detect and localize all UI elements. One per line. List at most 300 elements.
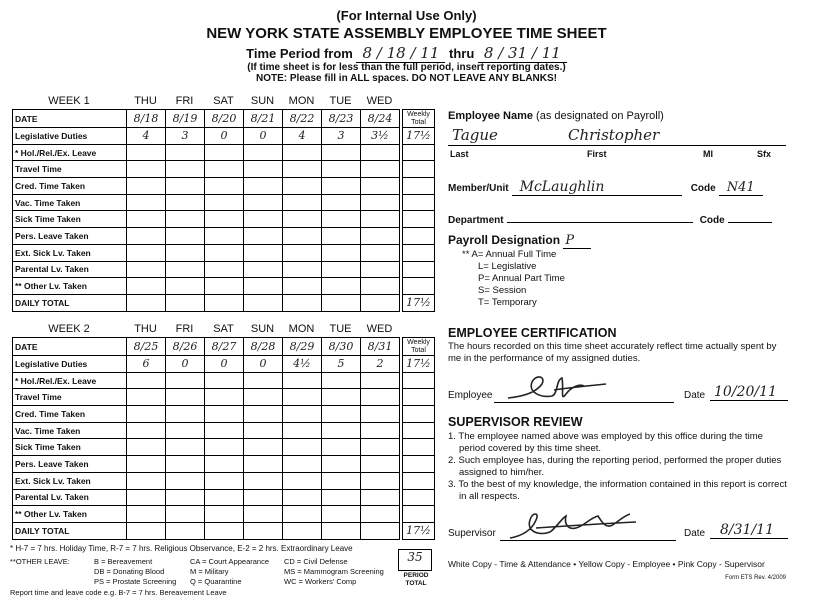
hours-cell[interactable] [205, 406, 244, 423]
hours-cell[interactable]: 0 [244, 128, 283, 145]
hours-cell[interactable] [322, 161, 361, 178]
hours-cell[interactable] [244, 522, 283, 539]
hours-cell[interactable] [127, 489, 166, 506]
hours-cell[interactable] [283, 456, 322, 473]
hours-cell[interactable] [127, 178, 166, 195]
hours-cell[interactable] [205, 472, 244, 489]
employee-name-field[interactable] [448, 126, 786, 146]
hours-cell[interactable] [166, 194, 205, 211]
hours-cell[interactable] [166, 211, 205, 228]
row-label: Vac. Time Taken [13, 194, 127, 211]
hours-cell[interactable] [205, 489, 244, 506]
row-label: Sick Time Taken [13, 439, 127, 456]
hours-cell[interactable] [283, 389, 322, 406]
hours-cell[interactable]: 4 [283, 128, 322, 145]
week2-table [12, 337, 435, 540]
hours-cell[interactable] [361, 406, 400, 423]
hours-cell[interactable] [361, 489, 400, 506]
hours-cell[interactable] [127, 406, 166, 423]
hours-cell[interactable] [244, 178, 283, 195]
time-row [13, 228, 435, 245]
certification-text: The hours recorded on this time sheet accurately reflect time actually spent by me in the performance of my assigned duties. [448, 341, 777, 364]
hours-cell[interactable] [127, 294, 166, 311]
row-label: * Hol./Rel./Ex. Leave [13, 144, 127, 161]
hours-cell[interactable] [322, 144, 361, 161]
hours-cell[interactable] [361, 439, 400, 456]
hours-cell[interactable]: 3 [322, 128, 361, 145]
hours-cell[interactable]: 8/29 [283, 338, 322, 356]
time-row [13, 439, 435, 456]
hours-cell[interactable] [166, 161, 205, 178]
hours-cell[interactable]: 8/23 [322, 110, 361, 128]
time-row [13, 422, 435, 439]
employee-name-label: Employee Name [448, 110, 533, 122]
hours-cell[interactable] [322, 456, 361, 473]
hours-cell[interactable]: 8/28 [244, 338, 283, 356]
hours-cell[interactable] [205, 372, 244, 389]
hours-cell[interactable] [166, 489, 205, 506]
hours-cell[interactable] [322, 211, 361, 228]
hours-cell[interactable] [127, 506, 166, 523]
time-row [13, 178, 435, 195]
department-label: Department [448, 215, 504, 226]
hours-cell[interactable] [244, 261, 283, 278]
hours-cell[interactable] [244, 161, 283, 178]
hours-cell[interactable]: 0 [166, 356, 205, 373]
other-leave-col3 [284, 557, 384, 587]
hours-cell[interactable] [361, 244, 400, 261]
hours-cell[interactable] [361, 278, 400, 295]
hours-cell[interactable] [205, 439, 244, 456]
hours-cell[interactable]: 8/18 [127, 110, 166, 128]
weekly-total-cell[interactable] [403, 178, 435, 195]
hours-cell[interactable] [127, 389, 166, 406]
hours-cell[interactable]: 0 [244, 356, 283, 373]
hours-cell[interactable] [244, 389, 283, 406]
hours-cell[interactable] [205, 144, 244, 161]
employee-date-label: Date [684, 390, 706, 401]
hours-cell[interactable] [322, 294, 361, 311]
row-label: Travel Time [13, 389, 127, 406]
other-leave-col2 [190, 557, 269, 587]
hours-cell[interactable]: 8/21 [244, 110, 283, 128]
hours-cell[interactable] [127, 472, 166, 489]
employee-name-hint: (as designated on Payroll) [536, 110, 664, 122]
time-row [13, 472, 435, 489]
hours-cell[interactable] [283, 228, 322, 245]
hours-cell[interactable] [127, 372, 166, 389]
hours-cell[interactable]: 8/25 [127, 338, 166, 356]
row-label: Ext. Sick Lv. Taken [13, 244, 127, 261]
supervisor-item: 1. The employee named above was employed by this office during the time period covered by this time sheet. [448, 431, 763, 454]
time-row [13, 506, 435, 523]
first-name-value: Christopher [568, 126, 660, 144]
hours-cell[interactable]: 2 [361, 356, 400, 373]
hours-cell[interactable] [166, 472, 205, 489]
leave-code: PS = Prostate Screening [94, 577, 177, 586]
hours-cell[interactable] [283, 506, 322, 523]
weekly-total-cell[interactable]: 17½ [403, 294, 435, 311]
hours-cell[interactable] [244, 194, 283, 211]
hours-cell[interactable] [127, 161, 166, 178]
leave-code: MS = Mammogram Screening [284, 567, 384, 576]
hours-cell[interactable] [127, 144, 166, 161]
hours-cell[interactable] [244, 439, 283, 456]
hours-cell[interactable] [244, 422, 283, 439]
hours-cell[interactable]: 8/30 [322, 338, 361, 356]
hours-cell[interactable] [244, 372, 283, 389]
hours-cell[interactable] [127, 422, 166, 439]
day-label: SAT [213, 95, 234, 107]
hours-cell[interactable] [322, 506, 361, 523]
hours-cell[interactable] [322, 472, 361, 489]
hours-cell[interactable]: 0 [205, 128, 244, 145]
member-unit-field[interactable]: McLaughlin [512, 179, 682, 196]
weekly-total-cell[interactable]: 17½ [403, 128, 435, 145]
hours-cell[interactable] [322, 422, 361, 439]
hours-cell[interactable] [244, 294, 283, 311]
hours-cell[interactable]: 0 [205, 356, 244, 373]
hours-cell[interactable] [322, 228, 361, 245]
row-label: DAILY TOTAL [13, 294, 127, 311]
hours-cell[interactable]: 8/31 [361, 338, 400, 356]
period-from-field[interactable]: 8 / 18 / 11 [356, 44, 445, 63]
supervisor-signature-label: Supervisor [448, 528, 496, 539]
hours-cell[interactable] [166, 456, 205, 473]
hours-cell[interactable] [127, 522, 166, 539]
hours-cell[interactable] [244, 228, 283, 245]
day-label: WED [366, 323, 393, 335]
leave-code: DB = Donating Blood [94, 567, 165, 576]
hours-cell[interactable] [205, 261, 244, 278]
hours-cell[interactable] [283, 161, 322, 178]
week1-table [12, 109, 435, 312]
hours-cell[interactable] [322, 406, 361, 423]
period-label: Time Period from [246, 46, 353, 61]
hours-cell[interactable] [283, 522, 322, 539]
hours-cell[interactable] [205, 506, 244, 523]
hours-cell[interactable] [166, 522, 205, 539]
hours-cell[interactable] [127, 261, 166, 278]
first-label: First [587, 149, 607, 159]
designation-item: P= Annual Part Time [478, 273, 565, 284]
hours-cell[interactable] [205, 161, 244, 178]
mi-label: MI [703, 149, 713, 159]
hours-cell[interactable] [361, 211, 400, 228]
day-label: TUE [329, 95, 352, 107]
hours-cell[interactable] [322, 522, 361, 539]
day-label: SAT [213, 323, 234, 335]
weekly-total-cell[interactable] [403, 211, 435, 228]
hours-cell[interactable]: 3½ [361, 128, 400, 145]
weekly-total-cell[interactable] [403, 506, 435, 523]
supervisor-item: 2. Such employee has, during the reporting period, performed the proper duties assigned to him/her. [448, 455, 782, 478]
hours-cell[interactable] [283, 439, 322, 456]
department-row [448, 211, 793, 226]
hours-cell[interactable] [283, 278, 322, 295]
member-unit-row [448, 179, 793, 196]
row-label: Pers. Leave Taken [13, 456, 127, 473]
hours-cell[interactable] [322, 489, 361, 506]
weekly-total-cell[interactable] [403, 161, 435, 178]
hours-cell[interactable] [361, 294, 400, 311]
time-row [13, 244, 435, 261]
hours-cell[interactable] [361, 144, 400, 161]
supervisor-item: 3. To the best of my knowledge, the information contained in this report is correct in all respects. [448, 479, 787, 502]
time-row [13, 128, 435, 145]
hours-cell[interactable]: 8/24 [361, 110, 400, 128]
hours-cell[interactable] [166, 178, 205, 195]
row-label: Parental Lv. Taken [13, 489, 127, 506]
report-code-note: Report time and leave code e.g. B-7 = 7 hrs. Bereavement Leave [10, 588, 227, 597]
hours-cell[interactable] [205, 522, 244, 539]
hours-cell[interactable] [361, 522, 400, 539]
designation-item: T= Temporary [478, 297, 537, 308]
hours-cell[interactable] [205, 244, 244, 261]
hours-cell[interactable] [283, 144, 322, 161]
hours-cell[interactable] [166, 389, 205, 406]
leave-code: M = Military [190, 567, 229, 576]
sfx-label: Sfx [757, 149, 772, 159]
period-total-field[interactable]: 35 [398, 549, 432, 571]
fill-all-note: NOTE: Please fill in ALL spaces. DO NOT LEAVE ANY BLANKS! [256, 73, 557, 84]
weekly-total-cell[interactable]: 17½ [403, 356, 435, 373]
hours-cell[interactable] [361, 372, 400, 389]
weekly-total-cell[interactable] [403, 489, 435, 506]
payroll-designation-field[interactable]: P [563, 233, 591, 249]
internal-use-note: (For Internal Use Only) [336, 8, 477, 23]
hours-cell[interactable] [283, 294, 322, 311]
hours-cell[interactable] [244, 211, 283, 228]
supervisor-items [448, 431, 788, 503]
weekly-total-cell[interactable] [403, 194, 435, 211]
weekly-total-cell[interactable] [403, 422, 435, 439]
hours-cell[interactable] [322, 244, 361, 261]
time-row [13, 372, 435, 389]
row-label: Cred. Time Taken [13, 178, 127, 195]
hours-cell[interactable] [322, 439, 361, 456]
week2-day-labels [12, 323, 396, 337]
hours-cell[interactable] [361, 389, 400, 406]
department-field[interactable] [507, 211, 693, 223]
weekly-total-cell[interactable]: 17½ [403, 522, 435, 539]
department-code-field[interactable] [728, 211, 772, 223]
weekly-total-cell[interactable] [403, 472, 435, 489]
hours-cell[interactable] [205, 194, 244, 211]
day-label: FRI [175, 323, 194, 335]
hours-cell[interactable] [127, 211, 166, 228]
hours-cell[interactable] [166, 278, 205, 295]
row-label: DAILY TOTAL [13, 522, 127, 539]
hours-cell[interactable] [127, 278, 166, 295]
form-title: NEW YORK STATE ASSEMBLY EMPLOYEE TIME SHEET [206, 25, 607, 42]
period-thru-field[interactable]: 8 / 31 / 11 [478, 44, 567, 63]
time-row [13, 294, 435, 311]
designation-item: S= Session [478, 285, 527, 296]
hours-cell[interactable]: 8/20 [205, 110, 244, 128]
weekly-total-cell[interactable] [403, 144, 435, 161]
leave-code: CD = Civil Defense [284, 557, 348, 566]
hours-cell[interactable] [244, 244, 283, 261]
weekly-total-cell[interactable] [403, 261, 435, 278]
row-label: Legislative Duties [13, 128, 127, 145]
day-label: SUN [250, 95, 275, 107]
hours-cell[interactable]: 8/22 [283, 110, 322, 128]
time-row [13, 161, 435, 178]
hours-cell[interactable] [283, 422, 322, 439]
hours-cell[interactable] [244, 472, 283, 489]
hours-cell[interactable] [283, 489, 322, 506]
hours-cell[interactable] [361, 422, 400, 439]
form-header [0, 8, 813, 84]
hours-cell[interactable] [127, 439, 166, 456]
leave-code: Q = Quarantine [190, 577, 242, 586]
hours-cell[interactable] [166, 244, 205, 261]
employee-signature-row [448, 380, 793, 404]
weekly-total-cell[interactable] [403, 456, 435, 473]
time-row [13, 338, 435, 356]
hours-cell[interactable] [283, 194, 322, 211]
row-label: DATE [13, 338, 127, 356]
hours-cell[interactable] [127, 244, 166, 261]
day-label: THU [134, 95, 157, 107]
week1-day-labels [12, 95, 396, 109]
hours-cell[interactable] [322, 261, 361, 278]
hours-cell[interactable]: 6 [127, 356, 166, 373]
hours-cell[interactable] [127, 194, 166, 211]
hours-cell[interactable] [361, 228, 400, 245]
hours-cell[interactable] [244, 406, 283, 423]
hours-cell[interactable] [361, 456, 400, 473]
weekly-total-cell[interactable] [403, 439, 435, 456]
hours-cell[interactable] [166, 372, 205, 389]
supervisor-title: SUPERVISOR REVIEW [448, 415, 583, 429]
row-label: Legislative Duties [13, 356, 127, 373]
hours-cell[interactable] [244, 489, 283, 506]
weekly-total-cell[interactable] [403, 244, 435, 261]
hours-cell[interactable] [361, 161, 400, 178]
hours-cell[interactable] [322, 389, 361, 406]
weekly-total-cell[interactable] [403, 389, 435, 406]
row-label: Parental Lv. Taken [13, 261, 127, 278]
day-label: MON [288, 323, 315, 335]
other-leave-col1 [94, 557, 176, 587]
hours-cell[interactable] [283, 372, 322, 389]
hours-cell[interactable] [166, 422, 205, 439]
hours-cell[interactable] [205, 211, 244, 228]
hours-cell[interactable] [166, 228, 205, 245]
time-row [13, 356, 435, 373]
hours-cell[interactable] [166, 506, 205, 523]
hours-cell[interactable] [166, 294, 205, 311]
hours-cell[interactable]: 5 [322, 356, 361, 373]
supervisor-signature-row [448, 518, 793, 542]
hours-cell[interactable] [166, 261, 205, 278]
certification-title: EMPLOYEE CERTIFICATION [448, 326, 617, 340]
row-label: ** Other Lv. Taken [13, 506, 127, 523]
hours-cell[interactable] [283, 406, 322, 423]
last-name-value: Tague [452, 126, 498, 144]
hours-cell[interactable]: 8/27 [205, 338, 244, 356]
period-total-label: PERIOD TOTAL [403, 572, 429, 587]
hours-cell[interactable] [361, 261, 400, 278]
hours-cell[interactable]: 3 [166, 128, 205, 145]
hours-cell[interactable]: 4½ [283, 356, 322, 373]
hours-cell[interactable] [166, 439, 205, 456]
hours-cell[interactable]: 8/19 [166, 110, 205, 128]
time-row [13, 406, 435, 423]
hours-cell[interactable] [322, 278, 361, 295]
hours-cell[interactable] [205, 178, 244, 195]
member-unit-label: Member/Unit [448, 183, 509, 194]
hours-cell[interactable]: 4 [127, 128, 166, 145]
holiday-codes-note: * H-7 = 7 hrs. Holiday Time, R-7 = 7 hrs. Religious Observance, E-2 = 2 hrs. Extraordinary Leave [10, 544, 353, 553]
hours-cell[interactable] [205, 228, 244, 245]
hours-cell[interactable] [244, 506, 283, 523]
hours-cell[interactable] [322, 372, 361, 389]
hours-cell[interactable] [127, 456, 166, 473]
hours-cell[interactable]: 8/26 [166, 338, 205, 356]
hours-cell[interactable] [361, 178, 400, 195]
code-label: Code [690, 183, 716, 194]
hours-cell[interactable] [166, 406, 205, 423]
employee-date-field[interactable]: 10/20/11 [710, 384, 788, 401]
hours-cell[interactable] [127, 228, 166, 245]
hours-cell[interactable] [205, 422, 244, 439]
time-period-line [0, 44, 813, 62]
hours-cell[interactable] [244, 278, 283, 295]
hours-cell[interactable] [205, 278, 244, 295]
hours-cell[interactable] [244, 144, 283, 161]
hours-cell[interactable] [361, 194, 400, 211]
copy-distribution: White Copy - Time & Attendance • Yellow Copy - Employee • Pink Copy - Supervisor [448, 559, 765, 569]
hours-cell[interactable] [205, 456, 244, 473]
employee-signature-label: Employee [448, 390, 493, 401]
hours-cell[interactable] [283, 244, 322, 261]
payroll-designation-label: Payroll Designation [448, 233, 561, 247]
hours-cell[interactable] [166, 144, 205, 161]
day-label: THU [134, 323, 157, 335]
hours-cell[interactable] [283, 261, 322, 278]
employee-signature-icon [506, 372, 616, 406]
hours-cell[interactable] [361, 472, 400, 489]
supervisor-date-field[interactable]: 8/31/11 [710, 522, 788, 539]
hours-cell[interactable] [322, 178, 361, 195]
time-row [13, 456, 435, 473]
row-label: Sick Time Taken [13, 211, 127, 228]
designation-item: ** A= Annual Full Time [462, 249, 557, 260]
hours-cell[interactable] [283, 178, 322, 195]
weekly-total-header: Weekly Total [403, 110, 435, 128]
hours-cell[interactable] [244, 456, 283, 473]
row-label: Cred. Time Taken [13, 406, 127, 423]
hours-cell[interactable] [205, 294, 244, 311]
code-field[interactable]: N41 [719, 180, 763, 196]
time-row [13, 194, 435, 211]
weekly-total-cell[interactable] [403, 228, 435, 245]
hours-cell[interactable] [283, 472, 322, 489]
weekly-total-cell[interactable] [403, 372, 435, 389]
partial-period-note: (If time sheet is for less than the full period, insert reporting dates.) [247, 62, 566, 73]
hours-cell[interactable] [205, 389, 244, 406]
hours-cell[interactable] [322, 194, 361, 211]
time-row [13, 211, 435, 228]
hours-cell[interactable] [361, 506, 400, 523]
weekly-total-cell[interactable] [403, 406, 435, 423]
row-label: DATE [13, 110, 127, 128]
weekly-total-cell[interactable] [403, 278, 435, 295]
hours-cell[interactable] [283, 211, 322, 228]
